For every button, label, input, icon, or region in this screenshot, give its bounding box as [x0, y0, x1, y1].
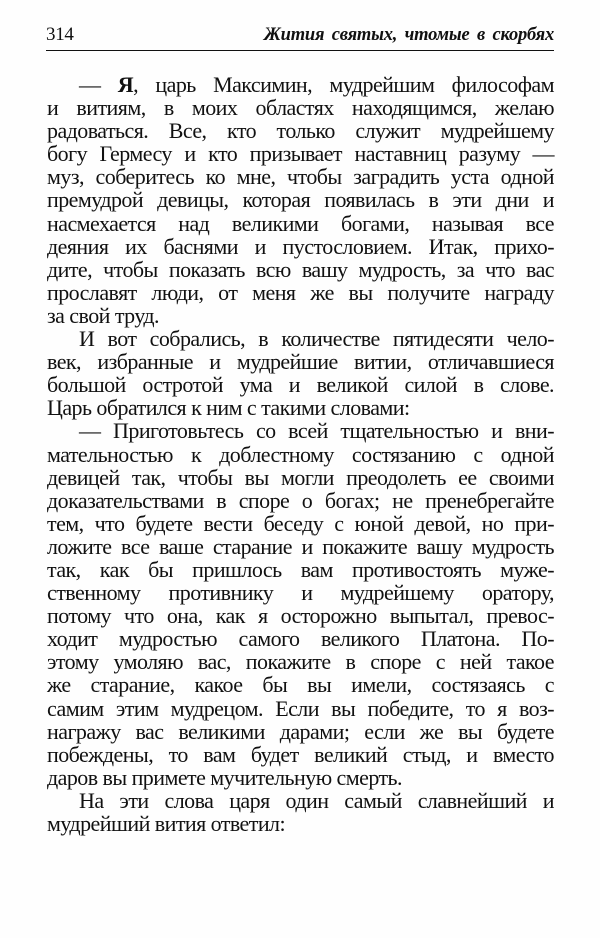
text-line: мательностью к доблестному состязанию с одной: [47, 441, 554, 467]
text-line: побеждены, то вам будет великий стыд, и вместо: [47, 741, 554, 767]
text-line: тем, что будете вести беседу с юной девой, но при-: [47, 510, 554, 536]
text-line: деяния их баснями и пустословием. Итак, прихо-: [47, 233, 554, 259]
text-line: И вот собрались, в количестве пятидесяти чело-: [79, 326, 554, 352]
text-line: доказательствами в споре о богах; не пренебрегайте: [47, 487, 554, 513]
text-line: — Приготовьтесь со всей тщательностью и вни-: [79, 418, 554, 444]
text-line: за свой труд.: [47, 302, 159, 328]
text-line: На эти слова царя один самый славнейший и: [79, 787, 554, 813]
paragraph: [47, 73, 554, 327]
text-line: этому умоляю вас, покажите в споре с ней такое: [47, 649, 554, 675]
text-line: ственному противнику и мудрейшему оратору,: [47, 580, 554, 606]
text-line: радоваться. Все, кто только служит мудрейшему: [47, 118, 554, 144]
text-line: Царь обратился к ним с такими словами:: [47, 395, 410, 421]
text-line: ложите все ваше старание и покажите вашу мудрость: [47, 533, 554, 559]
line-text: , царь Максимин, мудрейшим философам: [133, 72, 554, 97]
dash: —: [79, 72, 118, 97]
text-line: даров вы примете мучительную смерть.: [47, 764, 402, 790]
text-line: прославят люди, от меня же вы получите награду: [47, 279, 554, 305]
text-line: и витиям, в моих областях находящимся, желаю: [47, 95, 554, 121]
text-line: премудрой девицы, которая появилась в эти дни и: [47, 187, 554, 213]
header-rule: [46, 50, 554, 51]
running-title: Жития святых, чтомые в скорбях: [263, 25, 554, 45]
text-line: дите, чтобы показать всю вашу мудрость, за что вас: [47, 256, 554, 282]
page-number: 314: [46, 24, 74, 45]
text-line: муз, соберитесь ко мне, чтобы заградить уста одной: [47, 164, 554, 190]
text-line: потому что она, как я осторожно выпытал, превос-: [47, 603, 554, 629]
text-line: богу Гермесу и кто призывает наставниц разуму —: [47, 141, 554, 167]
running-head: [46, 22, 554, 48]
text-line: век, избранные и мудрейшие витии, отличавшиеся: [47, 349, 554, 375]
text-line: мудрейший вития ответил:: [47, 811, 286, 836]
text-line: самим этим мудрецом. Если вы победите, то я воз-: [47, 695, 554, 721]
text-line: же старание, какое бы вы имели, состязаясь с: [47, 672, 554, 698]
text-line: так, как бы пришлось вам противостоять муже-: [47, 556, 554, 582]
text-line: [47, 73, 554, 96]
text-line: ходит мудростью самого великого Платона. По-: [47, 626, 554, 652]
body-text: [47, 73, 554, 835]
text-line: девицей так, чтобы вы могли преодолеть ее своими: [47, 464, 554, 490]
text-line: насмехается над великими богами, называя все: [47, 210, 554, 236]
text-line: большой остротой ума и великой силой в слове.: [47, 372, 554, 398]
bold-pronoun: Я: [117, 72, 134, 97]
paragraph: [47, 327, 554, 419]
text-line: награжу вас великими дарами; если же вы будете: [47, 718, 554, 744]
paragraph: [47, 419, 554, 789]
paragraph: [47, 789, 554, 835]
